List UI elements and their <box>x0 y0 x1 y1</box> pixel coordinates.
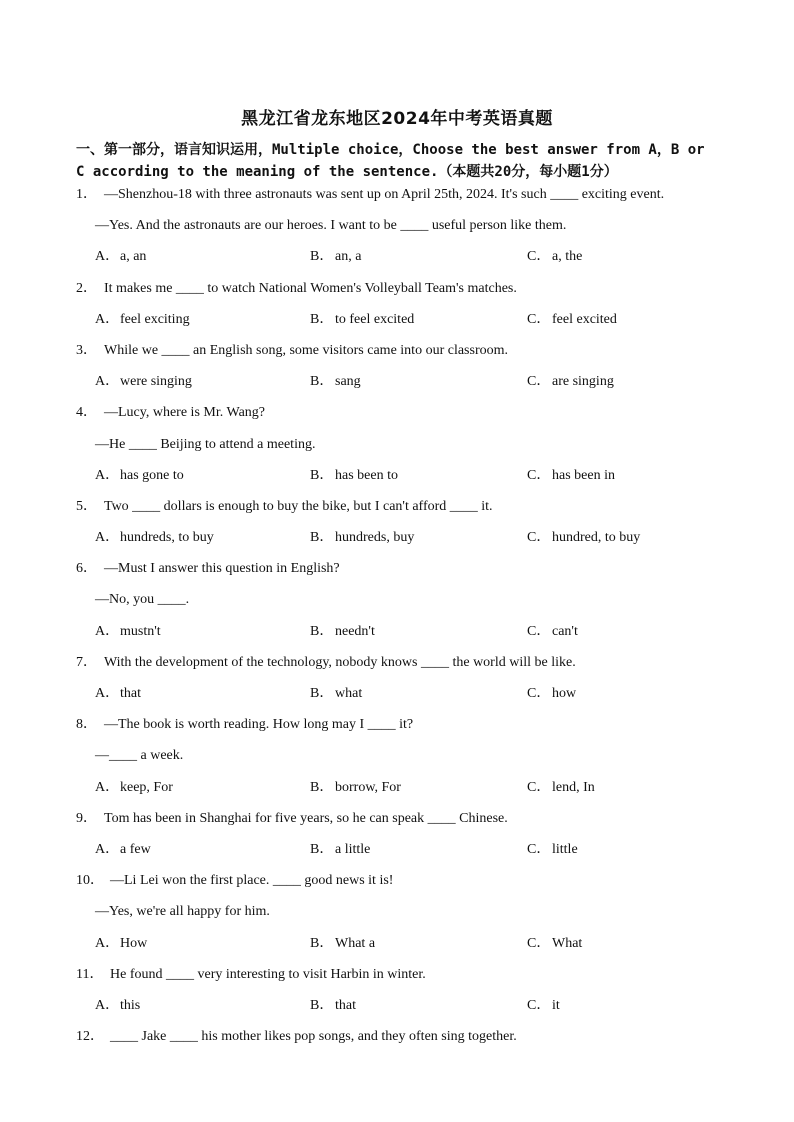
option-text: it <box>552 997 560 1013</box>
answer-option <box>95 933 147 955</box>
option-text: can't <box>552 623 578 639</box>
question-item <box>0 1026 794 1057</box>
option-text: mustn't <box>120 623 161 639</box>
answer-options <box>0 839 794 870</box>
question-stem <box>0 496 794 527</box>
question-number: 7． <box>76 654 97 670</box>
question-stem <box>0 1026 794 1057</box>
question-dialogue-line <box>0 434 794 465</box>
answer-options <box>0 777 794 808</box>
question-number: 4． <box>76 405 97 421</box>
option-letter: B． <box>310 997 334 1013</box>
option-letter: C． <box>527 530 551 546</box>
question-number: 3． <box>76 342 97 358</box>
question-stem <box>0 808 794 839</box>
answer-option <box>310 995 356 1017</box>
option-text: that <box>335 997 356 1013</box>
option-letter: C． <box>527 997 551 1013</box>
question-number: 9． <box>76 810 97 826</box>
answer-option <box>95 465 184 487</box>
question-text: —Must I answer this question in English? <box>104 561 340 577</box>
option-text: needn't <box>335 623 375 639</box>
answer-options <box>0 371 794 402</box>
option-text: What <box>552 935 583 951</box>
answer-option <box>95 371 192 393</box>
option-letter: C． <box>527 779 551 795</box>
option-text: a few <box>120 841 151 857</box>
question-stem <box>0 340 794 371</box>
answer-option <box>310 683 362 705</box>
answer-option <box>310 465 398 487</box>
question-list <box>0 184 794 1057</box>
answer-option <box>527 371 614 393</box>
option-text: lend, In <box>552 779 595 795</box>
section-heading <box>76 139 736 183</box>
question-text: —Li Lei won the first place. ____ good news it is! <box>110 873 394 889</box>
option-letter: A． <box>95 779 120 795</box>
question-item <box>0 184 794 278</box>
option-letter: A． <box>95 374 120 390</box>
answer-options <box>0 995 794 1026</box>
option-letter: B． <box>310 686 334 701</box>
option-letter: B． <box>310 935 334 951</box>
question-text: —Shenzhou-18 with three astronauts was sent up on April 25th, 2024. It's such ____ exciting event. <box>104 187 665 202</box>
question-dialogue-line <box>0 589 794 620</box>
option-text: borrow, For <box>335 779 401 795</box>
option-text: How <box>120 935 148 951</box>
question-number: 6． <box>76 561 97 577</box>
question-text: —Lucy, where is Mr. Wang? <box>104 405 265 421</box>
question-text: —Yes. And the astronauts are our heroes. I want to be ____ useful person like them. <box>95 218 567 234</box>
answer-option <box>527 839 578 861</box>
option-letter: C． <box>527 623 551 639</box>
answer-option <box>527 933 582 955</box>
option-letter: A． <box>95 467 120 483</box>
answer-options <box>0 683 794 714</box>
question-text: Tom has been in Shanghai for five years, so he can speak ____ Chinese. <box>104 810 508 826</box>
question-text: —He ____ Beijing to attend a meeting. <box>95 436 316 452</box>
option-letter: C． <box>527 467 551 483</box>
question-number: 12． <box>76 1029 104 1045</box>
answer-option <box>310 371 361 393</box>
option-text: has been in <box>552 467 615 483</box>
option-text: hundreds, to buy <box>120 530 214 546</box>
answer-options <box>0 465 794 496</box>
question-stem <box>0 402 794 433</box>
option-letter: C． <box>527 249 551 265</box>
question-text: —____ a week. <box>95 748 184 764</box>
question-text: While we ____ an English song, some visitors came into our classroom. <box>104 342 508 358</box>
option-letter: C． <box>527 686 551 701</box>
answer-option <box>527 777 595 799</box>
option-text: keep, For <box>120 779 173 795</box>
question-item <box>0 340 794 402</box>
option-text: what <box>335 686 363 701</box>
option-letter: C． <box>527 841 551 857</box>
option-text: sang <box>335 374 361 390</box>
option-letter: A． <box>95 623 120 639</box>
option-text: that <box>120 686 141 701</box>
question-item <box>0 808 794 870</box>
option-letter: B． <box>310 249 334 265</box>
answer-option <box>310 933 375 955</box>
option-text: feel excited <box>552 311 617 327</box>
option-text: to feel excited <box>335 311 415 327</box>
section-heading-line-1: 一、第一部分，语言知识运用，Multiple choice，Choose the best answer from A，B or <box>76 142 705 158</box>
question-text: Two ____ dollars is enough to buy the bike, but I can't afford ____ it. <box>104 498 493 514</box>
option-text: hundred, to buy <box>552 530 641 546</box>
question-stem <box>0 652 794 683</box>
option-letter: C． <box>527 311 551 327</box>
answer-options <box>0 309 794 340</box>
answer-option <box>95 309 190 331</box>
answer-option <box>95 621 161 643</box>
answer-option <box>95 777 173 799</box>
question-stem <box>0 714 794 745</box>
answer-option <box>95 839 151 861</box>
option-text: are singing <box>552 374 614 390</box>
answer-option <box>527 527 640 549</box>
option-text: has been to <box>335 467 398 483</box>
question-text: —The book is worth reading. How long may I ____ it? <box>104 717 414 733</box>
answer-options <box>0 246 794 277</box>
option-text: how <box>552 686 577 701</box>
option-letter: A． <box>95 686 120 701</box>
option-letter: B． <box>310 779 334 795</box>
answer-option <box>527 309 617 331</box>
answer-option <box>527 465 615 487</box>
answer-option <box>95 527 214 549</box>
option-text: What a <box>335 935 376 951</box>
question-text: He found ____ very interesting to visit Harbin in winter. <box>110 966 426 982</box>
option-text: were singing <box>120 374 192 390</box>
question-text: With the development of the technology, nobody knows ____ the world will be like. <box>104 654 576 670</box>
question-stem <box>0 278 794 309</box>
question-item <box>0 964 794 1026</box>
question-text: It makes me ____ to watch National Women's Volleyball Team's matches. <box>104 280 517 296</box>
question-text: —No, you ____. <box>95 592 190 608</box>
answer-options <box>0 933 794 964</box>
option-text: feel exciting <box>120 311 190 327</box>
option-letter: B． <box>310 311 334 327</box>
question-item <box>0 558 794 652</box>
option-letter: A． <box>95 997 120 1013</box>
option-letter: B． <box>310 623 334 639</box>
question-dialogue-line <box>0 901 794 932</box>
answer-option <box>527 683 576 705</box>
answer-option <box>310 621 375 643</box>
answer-option <box>95 246 146 268</box>
answer-option <box>527 246 582 268</box>
question-number: 8． <box>76 717 97 733</box>
answer-option <box>527 995 560 1017</box>
question-number: 1． <box>76 187 97 202</box>
option-letter: B． <box>310 467 334 483</box>
question-stem <box>0 184 794 215</box>
answer-option <box>95 683 141 705</box>
question-dialogue-line <box>0 745 794 776</box>
question-item <box>0 870 794 964</box>
option-letter: A． <box>95 935 120 951</box>
question-item <box>0 714 794 808</box>
question-number: 11． <box>76 966 104 982</box>
option-text: an, a <box>335 249 362 265</box>
question-item <box>0 496 794 558</box>
option-text: a, the <box>552 249 583 265</box>
option-letter: A． <box>95 841 120 857</box>
option-letter: C． <box>527 374 551 390</box>
option-letter: A． <box>95 311 120 327</box>
option-text: a, an <box>120 249 147 265</box>
question-number: 10． <box>76 873 104 889</box>
question-number: 2． <box>76 280 97 296</box>
question-item <box>0 652 794 714</box>
question-item <box>0 278 794 340</box>
option-letter: A． <box>95 249 120 265</box>
question-number: 5． <box>76 498 97 514</box>
option-letter: C． <box>527 935 551 951</box>
answer-option <box>95 995 140 1017</box>
page-title: 黑龙江省龙东地区2024年中考英语真题 <box>241 109 553 129</box>
question-text: ____ Jake ____ his mother likes pop songs, and they often sing together. <box>110 1029 517 1045</box>
question-item <box>0 402 794 496</box>
answer-option <box>310 527 414 549</box>
option-letter: B． <box>310 530 334 546</box>
question-dialogue-line <box>0 215 794 246</box>
answer-option <box>310 839 370 861</box>
answer-options <box>0 527 794 558</box>
option-text: a little <box>335 841 371 857</box>
question-stem <box>0 964 794 995</box>
option-text: little <box>552 841 578 857</box>
section-heading-line-2: C according to the meaning of the sentence.（本题共20分，每小题1分） <box>76 164 618 180</box>
question-text: —Yes, we're all happy for him. <box>95 904 270 920</box>
option-letter: A． <box>95 530 120 546</box>
answer-option <box>310 309 414 331</box>
option-letter: B． <box>310 841 334 857</box>
option-text: this <box>120 997 141 1013</box>
option-text: has gone to <box>120 467 184 483</box>
option-letter: B． <box>310 374 334 390</box>
question-stem <box>0 558 794 589</box>
answer-option <box>310 246 361 268</box>
option-text: hundreds, buy <box>335 530 415 546</box>
answer-option <box>310 777 401 799</box>
question-stem <box>0 870 794 901</box>
answer-option <box>527 621 578 643</box>
answer-options <box>0 621 794 652</box>
